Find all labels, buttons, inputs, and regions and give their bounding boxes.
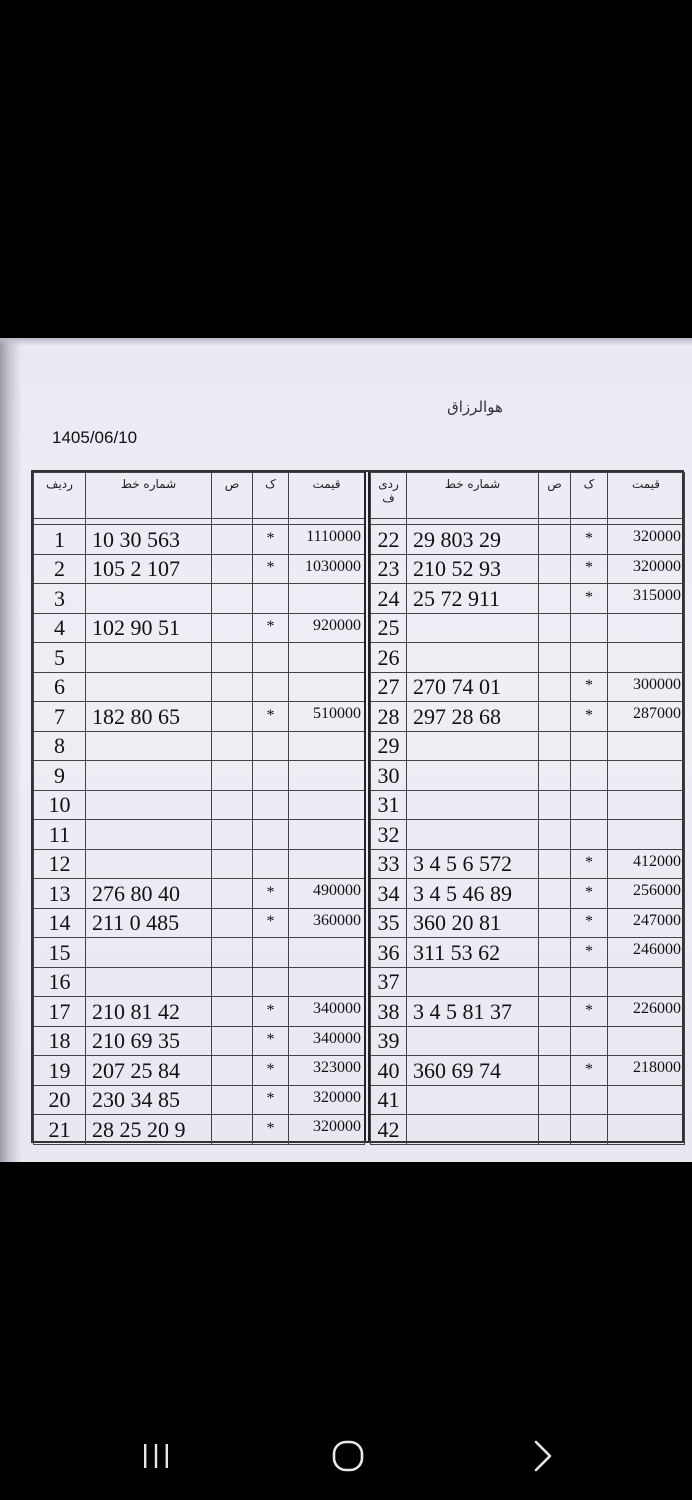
price	[289, 584, 365, 614]
s-cell	[539, 938, 571, 968]
system-navigation-bar	[0, 1400, 692, 1500]
line-number: 210 69 35	[86, 1026, 212, 1056]
line-number	[407, 613, 539, 643]
k-mark	[253, 643, 289, 673]
k-mark: *	[253, 613, 289, 643]
line-number: 29 803 29	[407, 525, 539, 555]
row-index: 23	[371, 554, 407, 584]
k-mark: *	[253, 1085, 289, 1115]
line-number: 207 25 84	[86, 1056, 212, 1086]
row-index: 32	[371, 820, 407, 850]
row-index: 21	[34, 1115, 86, 1145]
s-cell	[539, 702, 571, 732]
k-mark: *	[571, 997, 608, 1027]
s-cell	[212, 702, 253, 732]
row-index: 29	[371, 731, 407, 761]
row-index: 38	[371, 997, 407, 1027]
s-cell	[212, 584, 253, 614]
header-row-index-right: ردی ف	[371, 473, 407, 519]
header-k-right: ک	[571, 473, 608, 519]
price	[289, 849, 365, 879]
s-cell	[212, 554, 253, 584]
price	[608, 790, 685, 820]
price: 246000	[608, 938, 685, 968]
row-index: 4	[34, 613, 86, 643]
price: 218000	[608, 1056, 685, 1086]
header-price: قیمت	[289, 473, 365, 519]
right-table-row	[371, 967, 685, 997]
back-button[interactable]	[512, 1436, 572, 1476]
line-number: 3 4 5 46 89	[407, 879, 539, 909]
s-cell	[212, 997, 253, 1027]
k-mark: *	[253, 554, 289, 584]
s-cell	[539, 967, 571, 997]
row-index: 2	[34, 554, 86, 584]
k-mark	[253, 938, 289, 968]
right-table-row	[371, 672, 685, 702]
price	[608, 1085, 685, 1115]
line-number: 210 52 93	[407, 554, 539, 584]
row-index: 37	[371, 967, 407, 997]
row-index: 34	[371, 879, 407, 909]
s-cell	[539, 643, 571, 673]
left-table-row	[34, 672, 365, 702]
recents-button[interactable]	[126, 1436, 186, 1476]
left-table-row	[34, 820, 365, 850]
k-mark: *	[253, 879, 289, 909]
line-number	[86, 672, 212, 702]
price	[608, 1115, 685, 1145]
k-mark: *	[571, 584, 608, 614]
row-index: 22	[371, 525, 407, 555]
back-chevron-icon	[527, 1439, 557, 1473]
left-table-row	[34, 849, 365, 879]
s-cell	[212, 820, 253, 850]
s-cell	[212, 643, 253, 673]
k-mark: *	[571, 554, 608, 584]
s-cell	[539, 554, 571, 584]
k-mark: *	[571, 908, 608, 938]
k-mark: *	[571, 938, 608, 968]
s-cell	[212, 525, 253, 555]
k-mark	[253, 790, 289, 820]
left-table-row	[34, 1026, 365, 1056]
price: 323000	[289, 1056, 365, 1086]
row-index: 15	[34, 938, 86, 968]
s-cell	[539, 761, 571, 791]
row-index: 33	[371, 849, 407, 879]
s-cell	[212, 967, 253, 997]
document-photo	[0, 338, 692, 1162]
price	[289, 938, 365, 968]
price: 340000	[289, 1026, 365, 1056]
line-number: 311 53 62	[407, 938, 539, 968]
right-table-row	[371, 554, 685, 584]
k-mark: *	[253, 702, 289, 732]
line-number	[407, 731, 539, 761]
left-table-row	[34, 938, 365, 968]
line-number: 182 80 65	[86, 702, 212, 732]
line-number	[407, 761, 539, 791]
left-table-row	[34, 1085, 365, 1115]
line-number	[407, 790, 539, 820]
k-mark: *	[571, 849, 608, 879]
row-index: 41	[371, 1085, 407, 1115]
price	[608, 761, 685, 791]
right-table-row	[371, 613, 685, 643]
k-mark	[571, 761, 608, 791]
row-index: 28	[371, 702, 407, 732]
k-mark	[253, 967, 289, 997]
left-table-row	[34, 584, 365, 614]
row-index: 40	[371, 1056, 407, 1086]
s-cell	[539, 849, 571, 879]
phone-number-price-table	[31, 470, 684, 1143]
price: 320000	[608, 554, 685, 584]
right-table-row	[371, 1115, 685, 1145]
recents-icon	[141, 1441, 171, 1471]
line-number: 28 25 20 9	[86, 1115, 212, 1145]
k-mark	[571, 1026, 608, 1056]
price: 340000	[289, 997, 365, 1027]
page-edge-shadow	[0, 338, 22, 1162]
document-heading: هوالرزاق	[447, 398, 503, 416]
price: 287000	[608, 702, 685, 732]
price: 920000	[289, 613, 365, 643]
row-index: 25	[371, 613, 407, 643]
k-mark: *	[253, 1026, 289, 1056]
header-row-index: ردیف	[34, 473, 86, 519]
left-table-row	[34, 761, 365, 791]
right-table-row	[371, 849, 685, 879]
left-table-row	[34, 1115, 365, 1145]
header-k: ک	[253, 473, 289, 519]
right-table-row	[371, 790, 685, 820]
left-table-row	[34, 613, 365, 643]
row-index: 19	[34, 1056, 86, 1086]
left-table-row	[34, 554, 365, 584]
k-mark	[571, 820, 608, 850]
left-table-row	[34, 643, 365, 673]
line-number	[86, 761, 212, 791]
price: 412000	[608, 849, 685, 879]
k-mark: *	[571, 525, 608, 555]
price	[608, 1026, 685, 1056]
price: 226000	[608, 997, 685, 1027]
k-mark	[571, 613, 608, 643]
price: 1110000	[289, 525, 365, 555]
row-index: 30	[371, 761, 407, 791]
price	[289, 790, 365, 820]
s-cell	[539, 672, 571, 702]
s-cell	[212, 613, 253, 643]
s-cell	[539, 879, 571, 909]
price	[289, 967, 365, 997]
price: 315000	[608, 584, 685, 614]
home-button[interactable]	[318, 1436, 378, 1476]
k-mark	[571, 1115, 608, 1145]
header-line-number: شماره خط	[86, 473, 212, 519]
right-table-row	[371, 731, 685, 761]
s-cell	[212, 879, 253, 909]
row-index: 17	[34, 997, 86, 1027]
left-table-row	[34, 967, 365, 997]
price	[608, 967, 685, 997]
row-index: 11	[34, 820, 86, 850]
s-cell	[212, 1056, 253, 1086]
line-number	[86, 938, 212, 968]
right-table-row	[371, 879, 685, 909]
page-top-shadow	[0, 338, 692, 346]
price	[289, 731, 365, 761]
row-index: 26	[371, 643, 407, 673]
right-table-row	[371, 702, 685, 732]
right-table-row	[371, 1056, 685, 1086]
line-number: 297 28 68	[407, 702, 539, 732]
k-mark	[253, 761, 289, 791]
s-cell	[539, 997, 571, 1027]
line-number: 10 30 563	[86, 525, 212, 555]
s-cell	[212, 1085, 253, 1115]
k-mark	[253, 731, 289, 761]
s-cell	[212, 849, 253, 879]
line-number	[86, 731, 212, 761]
s-cell	[539, 790, 571, 820]
line-number: 102 90 51	[86, 613, 212, 643]
row-index: 36	[371, 938, 407, 968]
k-mark: *	[571, 672, 608, 702]
price: 1030000	[289, 554, 365, 584]
right-table-row	[371, 820, 685, 850]
right-table-row	[371, 1026, 685, 1056]
price	[289, 643, 365, 673]
k-mark	[253, 820, 289, 850]
line-number: 3 4 5 81 37	[407, 997, 539, 1027]
line-number	[407, 1026, 539, 1056]
price	[608, 643, 685, 673]
s-cell	[539, 525, 571, 555]
right-table	[370, 472, 684, 1145]
right-table-row	[371, 997, 685, 1027]
price	[608, 731, 685, 761]
k-mark	[253, 672, 289, 702]
line-number: 360 69 74	[407, 1056, 539, 1086]
price: 320000	[289, 1085, 365, 1115]
line-number	[86, 584, 212, 614]
s-cell	[539, 584, 571, 614]
row-index: 6	[34, 672, 86, 702]
k-mark	[571, 643, 608, 673]
line-number	[86, 849, 212, 879]
price	[289, 820, 365, 850]
right-table-row	[371, 643, 685, 673]
row-index: 20	[34, 1085, 86, 1115]
row-index: 14	[34, 908, 86, 938]
line-number: 276 80 40	[86, 879, 212, 909]
k-mark: *	[253, 525, 289, 555]
row-index: 5	[34, 643, 86, 673]
row-index: 39	[371, 1026, 407, 1056]
left-table-row	[34, 731, 365, 761]
price: 247000	[608, 908, 685, 938]
header-line-number-right: شماره خط	[407, 473, 539, 519]
line-number: 360 20 81	[407, 908, 539, 938]
line-number	[407, 820, 539, 850]
row-index: 13	[34, 879, 86, 909]
s-cell	[212, 938, 253, 968]
line-number	[86, 790, 212, 820]
k-mark: *	[253, 1115, 289, 1145]
line-number	[86, 967, 212, 997]
price	[289, 672, 365, 702]
k-mark: *	[571, 879, 608, 909]
row-index: 16	[34, 967, 86, 997]
row-index: 35	[371, 908, 407, 938]
s-cell	[212, 731, 253, 761]
s-cell	[539, 1026, 571, 1056]
right-table-row	[371, 525, 685, 555]
right-table-row	[371, 938, 685, 968]
row-index: 18	[34, 1026, 86, 1056]
k-mark	[571, 731, 608, 761]
left-table	[33, 472, 364, 1145]
left-table-row	[34, 525, 365, 555]
line-number: 270 74 01	[407, 672, 539, 702]
row-index: 8	[34, 731, 86, 761]
k-mark	[571, 1085, 608, 1115]
s-cell	[539, 613, 571, 643]
k-mark	[571, 967, 608, 997]
header-price-right: قیمت	[608, 473, 685, 519]
row-index: 7	[34, 702, 86, 732]
right-table-row	[371, 908, 685, 938]
row-index: 10	[34, 790, 86, 820]
k-mark: *	[253, 908, 289, 938]
row-index: 24	[371, 584, 407, 614]
row-index: 27	[371, 672, 407, 702]
price: 300000	[608, 672, 685, 702]
s-cell	[212, 761, 253, 791]
row-index: 9	[34, 761, 86, 791]
line-number: 105 2 107	[86, 554, 212, 584]
left-table-row	[34, 997, 365, 1027]
left-table-row	[34, 879, 365, 909]
price: 256000	[608, 879, 685, 909]
s-cell	[212, 790, 253, 820]
row-index: 12	[34, 849, 86, 879]
document-date: 1405/06/10	[52, 428, 138, 447]
s-cell	[539, 1056, 571, 1086]
price: 490000	[289, 879, 365, 909]
row-index: 42	[371, 1115, 407, 1145]
line-number	[407, 1085, 539, 1115]
line-number	[407, 1115, 539, 1145]
k-mark	[571, 790, 608, 820]
line-number: 3 4 5 6 572	[407, 849, 539, 879]
line-number: 211 0 485	[86, 908, 212, 938]
price	[608, 613, 685, 643]
price: 360000	[289, 908, 365, 938]
s-cell	[212, 672, 253, 702]
k-mark	[253, 584, 289, 614]
row-index: 3	[34, 584, 86, 614]
s-cell	[212, 1026, 253, 1056]
right-table-row	[371, 761, 685, 791]
line-number: 210 81 42	[86, 997, 212, 1027]
s-cell	[212, 1115, 253, 1145]
line-number	[407, 643, 539, 673]
line-number	[407, 967, 539, 997]
header-s-right: ص	[539, 473, 571, 519]
left-table-row	[34, 790, 365, 820]
home-icon	[331, 1439, 365, 1473]
s-cell	[539, 908, 571, 938]
s-cell	[539, 820, 571, 850]
right-table-row	[371, 1085, 685, 1115]
line-number: 230 34 85	[86, 1085, 212, 1115]
price	[289, 761, 365, 791]
k-mark	[253, 849, 289, 879]
s-cell	[212, 908, 253, 938]
s-cell	[539, 731, 571, 761]
k-mark: *	[571, 1056, 608, 1086]
price: 510000	[289, 702, 365, 732]
s-cell	[539, 1115, 571, 1145]
left-table-row	[34, 702, 365, 732]
left-table-row	[34, 908, 365, 938]
price: 320000	[608, 525, 685, 555]
k-mark: *	[571, 702, 608, 732]
k-mark: *	[253, 1056, 289, 1086]
price: 320000	[289, 1115, 365, 1145]
k-mark: *	[253, 997, 289, 1027]
right-table-row	[371, 584, 685, 614]
row-index: 31	[371, 790, 407, 820]
price	[608, 820, 685, 850]
left-table-row	[34, 1056, 365, 1086]
line-number	[86, 643, 212, 673]
row-index: 1	[34, 525, 86, 555]
line-number: 25 72 911	[407, 584, 539, 614]
line-number	[86, 820, 212, 850]
s-cell	[539, 1085, 571, 1115]
header-s: ص	[212, 473, 253, 519]
